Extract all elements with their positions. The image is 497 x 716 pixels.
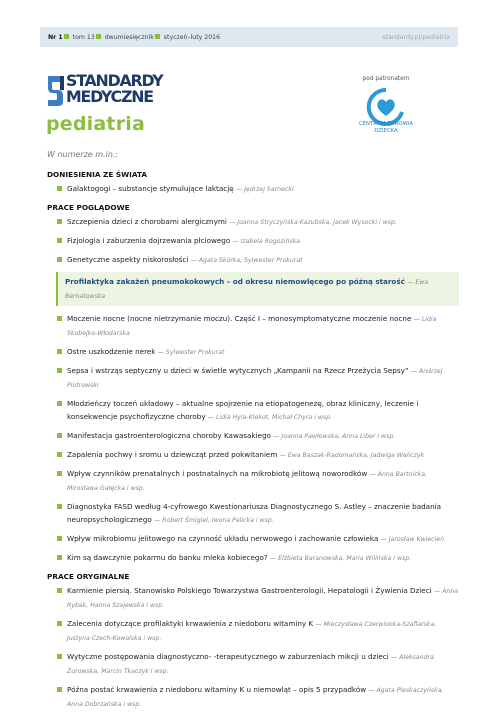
article-entry[interactable] xyxy=(57,467,459,495)
journal-title: pediatria xyxy=(46,113,146,135)
square-bullet-icon xyxy=(96,34,101,39)
issue-date: styczeń–luty 2016 xyxy=(163,33,221,41)
article-entry[interactable] xyxy=(57,312,459,340)
square-bullet-icon xyxy=(57,219,62,224)
article-authors: — Ewa Baszak-Radomańska, Jadwiga Wańczyk xyxy=(279,452,425,459)
article-entry[interactable] xyxy=(57,584,459,612)
article-authors: — Jarosław Kwiecień xyxy=(380,536,445,543)
article-authors: — Joanna Pawłowska, Anna Liber i wsp. xyxy=(273,433,396,440)
article-authors: — Elżbieta Baranowska, Maria Wilińska i wsp. xyxy=(270,555,412,562)
article-title: Galaktogogi – substancje stymulujące laktację xyxy=(67,184,234,193)
article-entry[interactable] xyxy=(57,215,459,229)
article-entry[interactable] xyxy=(57,234,459,248)
square-bullet-icon xyxy=(57,368,62,373)
article-authors: — Robert Śmigiel, Iwona Palicka i wsp. xyxy=(154,517,274,524)
patronage-org: CENTRUM ZDROWIA DZIECKA xyxy=(358,121,414,134)
featured-article-entry[interactable] xyxy=(56,272,459,306)
article-authors: — Lidia Skobejko-Włodarska xyxy=(67,316,437,337)
article-entry[interactable] xyxy=(57,650,459,678)
article-title: Zalecenia dotyczące profilaktyki krwawienia z niedoboru witaminy K xyxy=(67,619,314,628)
square-bullet-icon xyxy=(57,401,62,406)
article-title: Manifestacja gastroenterologiczna choroby Kawasakiego xyxy=(67,431,271,440)
article-authors: — Agata Pleskaczyńska, Anna Dobrzańska i wsp. xyxy=(67,687,444,708)
article-entry[interactable] xyxy=(57,551,459,565)
article-title: Ostre uszkodzenie nerek xyxy=(67,347,156,356)
square-bullet-icon xyxy=(57,257,62,262)
issue-volume: tom 13 xyxy=(72,33,95,41)
article-entry[interactable] xyxy=(57,253,459,267)
square-bullet-icon xyxy=(64,34,69,39)
article-authors: — Andrzej Piotrowski xyxy=(67,368,443,389)
article-entry[interactable] xyxy=(57,429,459,443)
intro-text: W numerze m.in.: xyxy=(47,150,119,159)
section-heading: PRACE ORYGINALNE xyxy=(47,572,130,581)
issue-frequency: dwumiesięcznik xyxy=(104,33,154,41)
section-heading: DONIESIENIA ZE ŚWIATA xyxy=(47,170,148,179)
article-title: Kim są dawczynie pokarmu do banku mleka kobiecego? xyxy=(67,553,268,562)
article-authors: — Ewa Bernatowska xyxy=(65,279,429,300)
article-entry[interactable] xyxy=(57,683,459,711)
square-bullet-icon xyxy=(57,238,62,243)
article-authors: — Agata Skórka, Sylwester Prokurat xyxy=(190,257,303,264)
square-bullet-icon xyxy=(155,34,160,39)
article-entry[interactable] xyxy=(57,532,459,546)
article-authors: — Sylwester Prokurat xyxy=(157,349,225,356)
square-bullet-icon xyxy=(57,536,62,541)
article-title: Sepsa i wstrząs septyczny u dzieci w świetle wytycznych „Kampanii na Rzecz Przeżycia Sepsy” xyxy=(67,366,409,375)
article-authors: — Aleksandra Żurowska, Marcin Tkaczyk i wsp. xyxy=(67,654,434,675)
article-entry[interactable] xyxy=(57,500,459,527)
article-title: Genetyczne aspekty niskorosłości xyxy=(67,255,189,264)
article-authors: — Anna Rybak, Hanna Szajewska i wsp. xyxy=(67,588,459,609)
square-bullet-icon xyxy=(57,588,62,593)
square-bullet-icon xyxy=(57,316,62,321)
article-title: Zapalenia pochwy i sromu u dziewcząt przed pokwitaniem xyxy=(67,450,278,459)
patronage-block xyxy=(350,76,422,126)
square-bullet-icon xyxy=(57,504,62,509)
table-of-contents xyxy=(47,168,459,716)
issue-details xyxy=(48,34,220,41)
article-entry[interactable] xyxy=(57,182,459,196)
article-authors: — Mieczysława Czerwionka-Szaflarska, Justyna Czech-Kowalska i wsp. xyxy=(67,621,437,642)
article-entry[interactable] xyxy=(57,345,459,359)
square-bullet-icon xyxy=(57,349,62,354)
article-entry[interactable] xyxy=(57,397,459,424)
square-bullet-icon xyxy=(57,471,62,476)
article-authors: — Anna Bartnicka, Mirosława Gałęcka i wsp. xyxy=(67,471,427,492)
article-title: Wpływ mikrobiomu jelitowego na czynność układu nerwowego i zachowanie człowieka xyxy=(67,534,379,543)
square-bullet-icon xyxy=(57,452,62,457)
article-title: Młodzieńczy toczeń układowy – aktualne spojrzenie na etiopatogenezę, obraz kliniczny, leczenie i konsekwencje psychofizyczne choroby xyxy=(67,399,419,421)
logo-mark-icon xyxy=(46,74,68,108)
article-title: Fizjologia i zaburzenia dojrzewania płciowego xyxy=(67,236,231,245)
section-heading: PRACE POGLĄDOWE xyxy=(47,203,130,212)
article-authors: — Izabela Rogozińska xyxy=(232,238,301,245)
square-bullet-icon xyxy=(57,621,62,626)
square-bullet-icon xyxy=(57,654,62,659)
article-authors: — Jędrzej Sarnecki xyxy=(235,186,294,193)
issue-number: Nr 1 xyxy=(48,33,63,41)
patronage-label: pod patronatem xyxy=(362,76,410,82)
article-title: Profilaktyka zakażeń pneumokokowych – od okresu niemowlęcego po późną starość xyxy=(65,277,405,286)
article-title: Późna postać krwawienia z niedoboru witaminy K u niemowląt – opis 5 przypadków xyxy=(67,685,367,694)
square-bullet-icon xyxy=(57,555,62,560)
article-title: Karmienie piersią. Stanowisko Polskiego Towarzystwa Gastroenterologii, Hepatologii i Żywienia Dzieci xyxy=(67,586,432,595)
article-authors: — Lidia Hyla-Klekot, Michał Chyra i wsp. xyxy=(207,414,333,421)
logo-line1: STANDARDY xyxy=(66,71,163,90)
article-entry[interactable] xyxy=(57,617,459,645)
article-title: Wytyczne postępowania diagnostyczno- -terapeutycznego w zaburzeniach mikcji u dzieci xyxy=(67,652,389,661)
article-authors: — Joanna Stryczyńska-Kazubska, Jacek Wysocki i wsp. xyxy=(229,219,397,226)
square-bullet-icon xyxy=(57,687,62,692)
article-title: Moczenie nocne (nocne nietrzymanie moczu). Część I – monosymptomatyczne moczenie nocne xyxy=(67,314,412,323)
journal-url[interactable]: standardy.pl/pediatria xyxy=(382,33,450,41)
article-entry[interactable] xyxy=(57,364,459,392)
square-bullet-icon xyxy=(57,433,62,438)
standardy-medyczne-logo xyxy=(46,71,206,110)
logo-text xyxy=(66,73,162,105)
article-entry[interactable] xyxy=(57,448,459,462)
issue-info-bar xyxy=(40,27,458,47)
article-title: Szczepienia dzieci z chorobami alergicznymi xyxy=(67,217,227,226)
article-title: Diagnostyka FASD według 4-cyfrowego Kwestionariusza Diagnostycznego S. Astley – znaczenie badania neuropsychologicznego xyxy=(67,502,442,524)
logo-line2: MEDYCZNE xyxy=(66,87,153,106)
square-bullet-icon xyxy=(57,186,62,191)
article-title: Wpływ czynników prenatalnych i postnatalnych na mikrobiotę jelitową noworodków xyxy=(67,469,368,478)
